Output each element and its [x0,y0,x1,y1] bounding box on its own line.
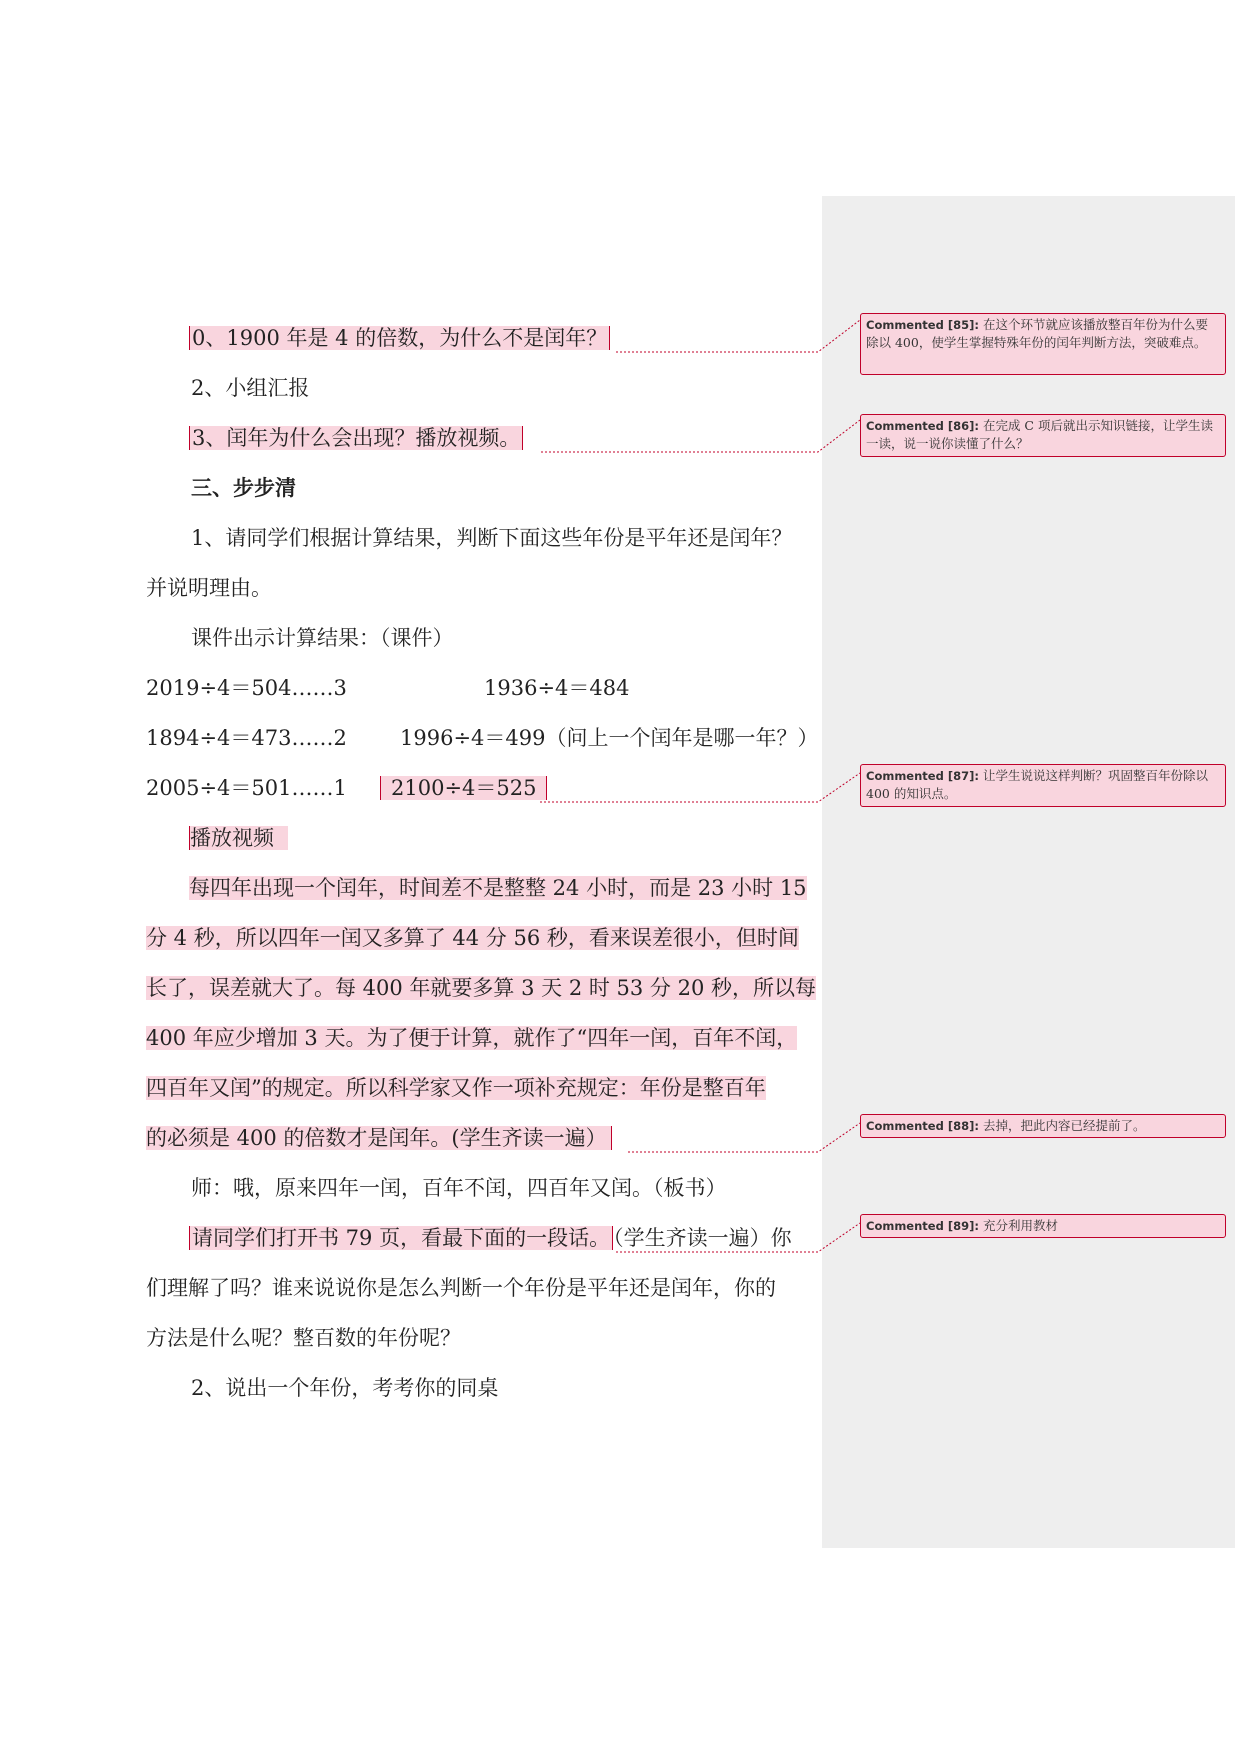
read-highlight[interactable]: 请同学们打开书 79 页，看最下面的一段话。 [189,1226,613,1250]
question-3-text[interactable]: 3、闰年为什么会出现？播放视频。 [189,426,523,450]
video-text[interactable]: 播放视频 [189,826,288,850]
connector-86 [541,420,860,452]
connector-87 [540,773,860,802]
calc-1a: 2019÷4＝504……3 [146,676,347,700]
read-line-3: 方法是什么呢？整百数的年份呢？ [146,1326,461,1350]
comment-88-header: Commented [88]: [866,1119,979,1133]
paragraph-1a: 1、请同学们根据计算结果，判断下面这些年份是平年还是闰年？ [191,526,793,550]
comment-87[interactable] [860,764,1226,807]
connector-85 [616,320,860,352]
comment-89[interactable] [860,1214,1226,1238]
para-line-1-text[interactable]: 每四年出现一个闰年，时间差不是整整 24 小时，而是 23 小时 15 [189,876,807,900]
task-2: 2、说出一个年份，考考你的同桌 [191,1376,499,1400]
para-line-6-text[interactable]: 的必须是 400 的倍数才是闰年。(学生齐读一遍） [146,1126,612,1150]
comment-88-text: 去掉，把此内容已经提前了。 [982,1118,1146,1133]
calc-1b: 1936÷4＝484 [484,676,630,700]
connector-88 [628,1123,860,1152]
comment-86-header: Commented [86]: [866,419,979,433]
para-line-3-text[interactable]: 长了，误差就大了。每 400 年就要多算 3 天 2 时 53 分 20 秒，所以每 [146,976,816,1000]
para-line-4-text[interactable]: 400 年应少增加 3 天。为了便于计算，就作了“四年一闰，百年不闰， [146,1026,798,1050]
read-rest: （学生齐读一遍）你 [613,1226,792,1250]
comment-85[interactable] [860,313,1226,375]
comment-86[interactable] [860,414,1226,457]
question-2: 2、小组汇报 [191,376,310,400]
comment-87-text: 让学生说说这样判断？巩固整百年份除以 400 的知识点。 [866,768,1208,801]
comment-89-text: 充分利用教材 [982,1218,1058,1233]
para-line-2-text[interactable]: 分 4 秒，所以四年一闰又多算了 44 分 56 秒，看来误差很小，但时间 [146,926,799,950]
section-heading: 三、步步清 [191,475,296,500]
calc-2b: 1996÷4＝499（问上一个闰年是哪一年？） [400,726,819,750]
comment-89-header: Commented [89]: [866,1219,979,1233]
comment-85-text: 在这个环节就应该播放整百年份为什么要除以 400，使学生掌握特殊年份的闰年判断方法，突破难点。 [866,317,1208,350]
calc-3b-text[interactable]: 2100÷4＝525 [380,776,547,800]
connector-89 [616,1223,860,1252]
courseware-line: 课件出示计算结果：（课件） [191,626,454,650]
para-line-5-text[interactable]: 四百年又闰”的规定。所以科学家又作一项补充规定：年份是整百年 [146,1076,766,1100]
calc-3a: 2005÷4＝501……1 [146,776,347,800]
comment-88[interactable] [860,1114,1226,1138]
comment-87-header: Commented [87]: [866,769,979,783]
comment-85-header: Commented [85]: [866,318,979,332]
calc-2a: 1894÷4＝473……2 [146,726,347,750]
paragraph-1b: 并说明理由。 [146,576,272,600]
teacher-line: 师：哦，原来四年一闰，百年不闰，四百年又闰。（板书） [191,1176,727,1200]
read-line-2: 们理解了吗？谁来说说你是怎么判断一个年份是平年还是闰年，你的 [146,1276,776,1300]
question-0-text[interactable]: 0、1900 年是 4 的倍数，为什么不是闰年？ [189,326,610,350]
comment-86-text: 在完成 C 项后就出示知识链接，让学生读一读，说一说你读懂了什么？ [866,418,1213,451]
